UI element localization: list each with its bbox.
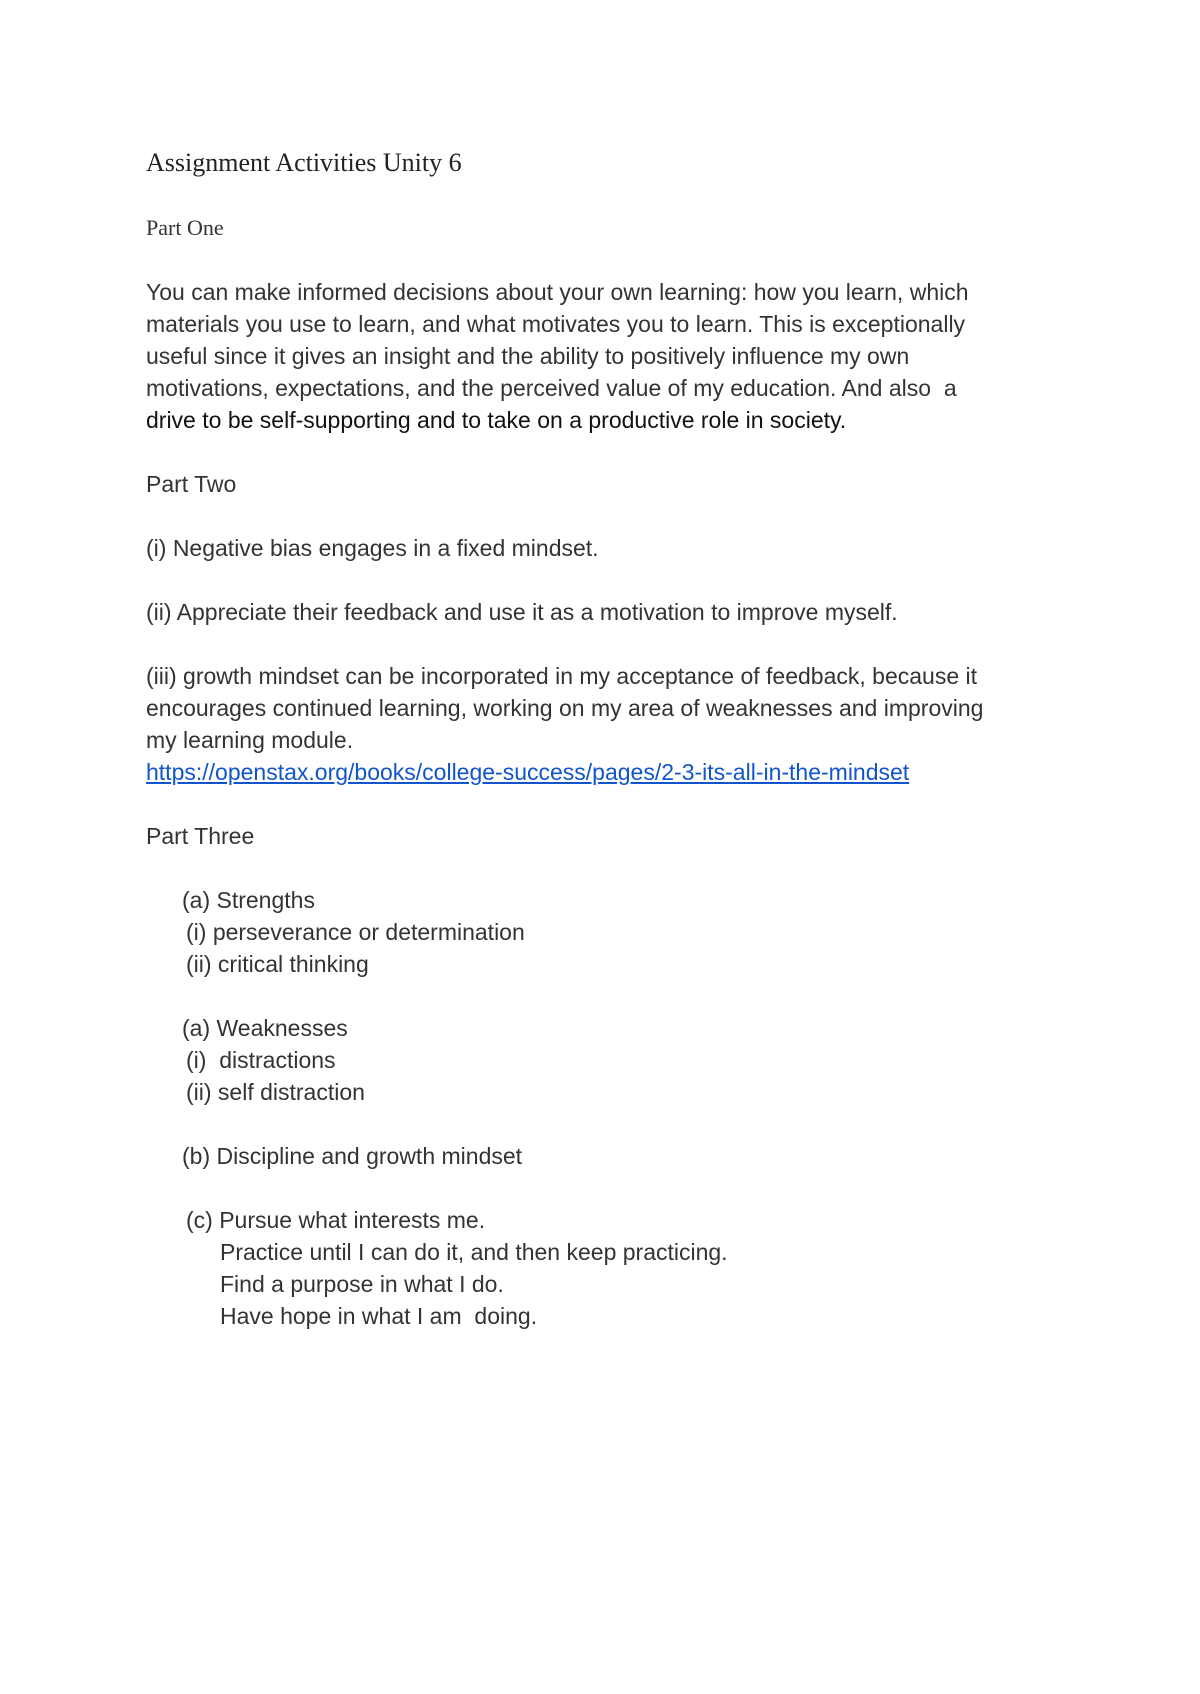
part-one-heading: Part One xyxy=(146,215,224,240)
list-item: Find a purpose in what I do. xyxy=(220,1271,504,1297)
list-item: (ii) self distraction xyxy=(186,1079,365,1105)
openstax-link[interactable]: https://openstax.org/books/college-success/pages/2-3-its-all-in-the-mindset xyxy=(146,759,910,785)
paragraph-line: materials you use to learn, and what motivates you to learn. This is exceptionally xyxy=(146,311,966,337)
part-two-item-ii: (ii) Appreciate their feedback and use it as a motivation to improve myself. xyxy=(146,599,898,625)
document-title: Assignment Activities Unity 6 xyxy=(146,148,462,177)
list-item: (ii) critical thinking xyxy=(186,951,369,977)
part-one-paragraph xyxy=(146,276,1046,436)
paragraph-line: drive to be self-supporting and to take on a productive role in society. xyxy=(146,407,847,433)
part-two-heading: Part Two xyxy=(146,471,237,497)
paragraph-line: (iii) growth mindset can be incorporated in my acceptance of feedback, because it xyxy=(146,663,977,689)
weaknesses-list xyxy=(146,1012,1046,1108)
list-item: Have hope in what I am doing. xyxy=(220,1303,538,1329)
part-three-c xyxy=(146,1204,1046,1332)
list-item: (c) Pursue what interests me. xyxy=(186,1207,486,1233)
list-item: Practice until I can do it, and then keep practicing. xyxy=(220,1239,728,1265)
list-item: (i) distractions xyxy=(186,1047,336,1073)
part-two-item-i: (i) Negative bias engages in a fixed mindset. xyxy=(146,535,599,561)
paragraph-line: my learning module. xyxy=(146,727,354,753)
document-body xyxy=(146,146,1046,1364)
paragraph-line: motivations, expectations, and the perceived value of my education. And also a xyxy=(146,375,957,401)
part-two-item-iii xyxy=(146,660,1046,756)
paragraph-line: You can make informed decisions about your own learning: how you learn, which xyxy=(146,279,969,305)
strengths-label: (a) Strengths xyxy=(182,887,315,913)
weaknesses-label: (a) Weaknesses xyxy=(182,1015,348,1041)
list-item: (i) perseverance or determination xyxy=(186,919,525,945)
part-three-b xyxy=(146,1140,1046,1172)
part-three-heading: Part Three xyxy=(146,823,255,849)
list-item: (b) Discipline and growth mindset xyxy=(182,1143,523,1169)
strengths-list xyxy=(146,884,1046,980)
paragraph-line: encourages continued learning, working on my area of weaknesses and improving xyxy=(146,695,984,721)
paragraph-line: useful since it gives an insight and the ability to positively influence my own xyxy=(146,343,910,369)
